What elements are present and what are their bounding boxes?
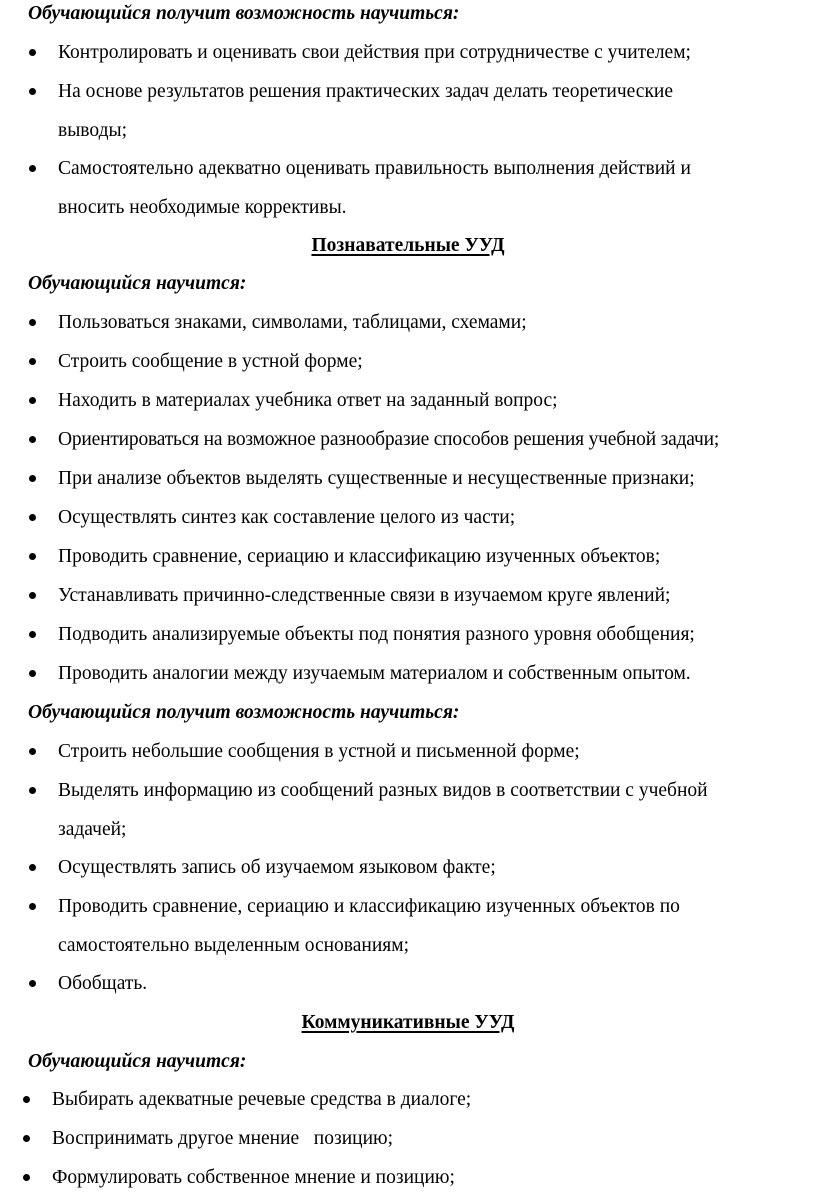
- list-item: Строить сообщение в устной форме;: [58, 351, 363, 372]
- list-item: Выбирать адекватные речевые средства в диалоге;: [52, 1089, 472, 1110]
- bullet-icon: [23, 1174, 30, 1181]
- list-item: На основе результатов решения практических задач делать теоретические: [58, 81, 674, 102]
- list-item: Устанавливать причинно-следственные связи в изучаемом круге явлений;: [58, 585, 671, 606]
- list-item-continuation: вносить необходимые коррективы.: [58, 197, 347, 218]
- learns-heading: Обучающийся научится:: [28, 273, 247, 294]
- list-item: Воспринимать другое мнение позицию;: [52, 1128, 393, 1149]
- bullet-icon: [29, 864, 36, 871]
- list-item: Проводить аналогии между изучаемым материалом и собственным опытом.: [58, 663, 691, 684]
- list-item: Находить в материалах учебника ответ на заданный вопрос;: [58, 390, 558, 411]
- list-item: Выделять информацию из сообщений разных видов в соответствии с учебной: [58, 780, 708, 801]
- bullet-icon: [29, 49, 36, 56]
- bullet-icon: [29, 319, 36, 326]
- list-item: Проводить сравнение, сериацию и классификацию изученных объектов;: [58, 546, 661, 567]
- opportunity-heading: Обучающийся получит возможность научиться:: [28, 3, 460, 24]
- bullet-icon: [23, 1135, 30, 1142]
- list-item: При анализе объектов выделять существенные и несущественные признаки;: [58, 468, 695, 489]
- section-title-cognitive: Познавательные УУД: [311, 235, 505, 256]
- bullet-icon: [29, 592, 36, 599]
- bullet-icon: [29, 475, 36, 482]
- bullet-icon: [29, 748, 36, 755]
- bullet-icon: [29, 397, 36, 404]
- list-item: Формулировать собственное мнение и позицию;: [52, 1167, 455, 1188]
- list-item: Подводить анализируемые объекты под понятия разного уровня обобщения;: [58, 624, 695, 645]
- list-item-continuation: самостоятельно выделенным основаниям;: [58, 935, 409, 956]
- bullet-icon: [29, 670, 36, 677]
- bullet-icon: [29, 787, 36, 794]
- list-item-continuation: выводы;: [58, 120, 128, 141]
- bullet-icon: [29, 88, 36, 95]
- learns-heading: Обучающийся научится:: [28, 1051, 247, 1072]
- bullet-icon: [29, 631, 36, 638]
- bullet-icon: [29, 980, 36, 987]
- list-item: Пользоваться знаками, символами, таблицами, схемами;: [58, 312, 527, 333]
- opportunity-heading: Обучающийся получит возможность научиться:: [28, 702, 460, 723]
- list-item: Осуществлять синтез как составление целого из части;: [58, 507, 516, 528]
- bullet-icon: [29, 553, 36, 560]
- bullet-icon: [29, 436, 36, 443]
- list-item: Ориентироваться на возможное разнообразие способов решения учебной задачи;: [58, 429, 720, 450]
- section-title-communicative: Коммуникативные УУД: [301, 1012, 515, 1033]
- list-item: Обобщать.: [58, 973, 148, 994]
- list-item: Строить небольшие сообщения в устной и письменной форме;: [58, 741, 580, 762]
- list-item: Самостоятельно адекватно оценивать правильность выполнения действий и: [58, 158, 691, 179]
- bullet-icon: [29, 165, 36, 172]
- list-item: Проводить сравнение, сериацию и классификацию изученных объектов по: [58, 896, 680, 917]
- bullet-icon: [23, 1096, 30, 1103]
- bullet-icon: [29, 514, 36, 521]
- list-item: Контролировать и оценивать свои действия при сотрудничестве с учителем;: [58, 42, 691, 63]
- bullet-icon: [29, 903, 36, 910]
- list-item: Осуществлять запись об изучаемом языковом факте;: [58, 857, 496, 878]
- list-item-continuation: задачей;: [58, 819, 127, 840]
- bullet-icon: [29, 358, 36, 365]
